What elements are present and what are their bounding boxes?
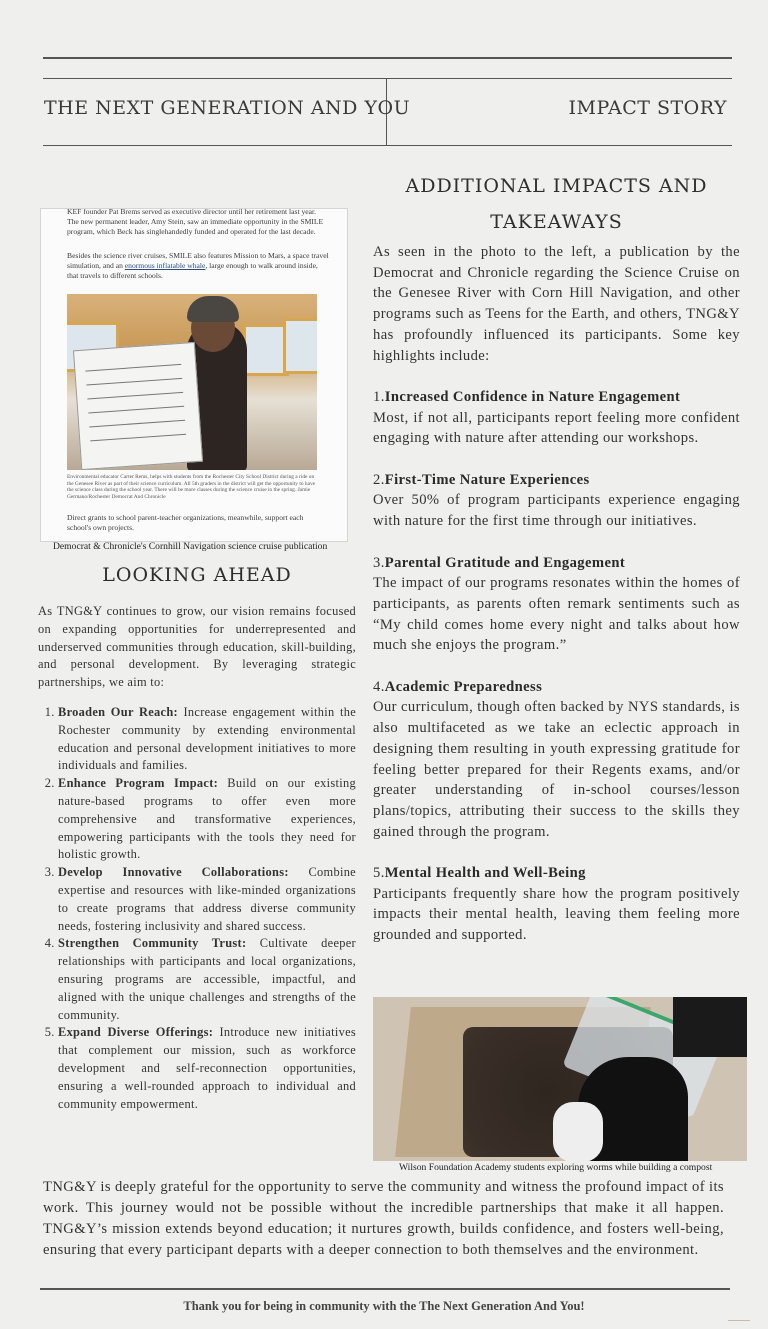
impact-heading: 5.Mental Health and Well-Being	[373, 865, 586, 882]
looking-ahead-title: LOOKING AHEAD	[102, 564, 292, 586]
clipping-link[interactable]: enormous inflatable whale	[124, 261, 206, 271]
footer-rule	[40, 1288, 730, 1290]
clipping-paragraph: Direct grants to school parent-teacher organizations, meanwhile, support each school's own projects.	[67, 513, 304, 533]
impact-text: Most, if not all, participants report feeling more confident engaging with nature after attending our workshops.	[373, 409, 740, 447]
clipping-photo-caption: Environmental educator Carter Rems, helps with students from the Rochester City School District during a ride on the Genesee River as part of their science curriculum. All 5th graders in the district will get the opportunity to have the science class during the school year. There will be more classes during the science cruise in the spring. Jamie Germano/Rochester Democrat And Chronicle	[67, 474, 316, 500]
header-bottom-rule	[43, 145, 732, 146]
header-top-rule	[43, 78, 732, 79]
impact-heading: 4.Academic Preparedness	[373, 678, 543, 695]
list-item: 3. Develop Innovative Collaborations: Combine expertise and resources with like-minded organizations to create programs that address diverse community needs, fostering inclusivity and shared success.	[58, 864, 356, 935]
list-item: 5. Expand Diverse Offerings: Introduce new initiatives that complement our mission, such as workforce development and self-reconnection opportunities, ensuring a well-rounded approach to individual and community empowerment.	[58, 1024, 356, 1113]
looking-ahead-body	[38, 603, 356, 1113]
sneaker	[553, 1102, 603, 1161]
list-item: 4. Strengthen Community Trust: Cultivate deeper relationships with participants and local organizations, ensuring programs are accessible, impactful, and aligned with the unique challenges and strengths of the community.	[58, 935, 356, 1024]
looking-ahead-intro: As TNG&Y continues to grow, our vision remains focused on expanding opportunities for underrepresented and underserved communities through education, skill-building, and personal development. By leveraging strategic partnerships, we aim to:	[38, 604, 356, 690]
shadow	[673, 997, 747, 1057]
impact-heading: 1.Increased Confidence in Nature Engagement	[373, 388, 681, 405]
beanie	[187, 296, 239, 322]
impacts-intro: As seen in the photo to the left, a publication by the Democrat and Chronicle regarding the Science Cruise on the Genesee River with Corn Hill Navigation, and other programs such as Teens for the Earth, and others, TNG&Y has profoundly influenced its participants. Some key highlights include:	[373, 244, 740, 364]
closing-paragraph: TNG&Y is deeply grateful for the opportunity to serve the community and witness the profound impact of its work. This journey would not be possible without the incredible partnerships that make it all happen. TNG&Y’s mission extends beyond education; it nurtures growth, builds confidence, and fosters well-being, ensuring that every participant departs with a deeper connection to both themselves and the environment.	[43, 1179, 725, 1258]
impact-heading: 3.Parental Gratitude and Engagement	[373, 554, 626, 571]
clipping-paragraph: Besides the science river cruises, SMILE also features Mission to Mars, a space travel simulation, and an enormous inflatable whale, large enough to walk around inside, that travels to different schools.	[67, 251, 329, 281]
top-rule	[43, 57, 732, 59]
impact-heading: 2.First-Time Nature Experiences	[373, 471, 590, 488]
logo-mark	[728, 1310, 750, 1321]
org-title: THE NEXT GENERATION AND YOU	[44, 97, 411, 119]
page-title: IMPACT STORY	[568, 97, 727, 119]
compost-photo	[373, 997, 747, 1161]
newspaper-clipping	[40, 208, 348, 542]
goals-list	[38, 704, 356, 1113]
additional-impacts-body	[373, 242, 740, 946]
additional-impacts-title: ADDITIONAL IMPACTS AND TAKEAWAYS	[405, 175, 708, 233]
clipping-paragraph: KEF founder Pat Brems served as executive director until her retirement last year. The new permanent leader, Amy Stein, saw an immediate opportunity in the SMILE program, which Beck has singlehandedly funded and operated for the last decade.	[67, 208, 324, 237]
boat-window	[283, 318, 317, 374]
science-cruise-photo	[67, 294, 317, 470]
thank-you-note: Thank you for being in community with the The Next Generation And You!	[183, 1299, 585, 1313]
impact-text: The impact of our programs resonates within the homes of participants, as parents often remark sentiments such as “My child comes home every night and talks about how much she enjoys the program.”	[373, 575, 740, 654]
clipping-caption: Democrat & Chronicle's Cornhill Navigation science cruise publication	[53, 541, 328, 552]
impact-text: Over 50% of program participants experience engaging with nature for the first time through our initiatives.	[373, 492, 740, 530]
impact-text: Participants frequently share how the program positively impacts their mental health, leaving them feeling more grounded and supported.	[373, 885, 740, 944]
handout-sheet	[73, 342, 203, 470]
impact-text: Our curriculum, though often backed by NYS standards, is also multifaceted as we take an eclectic approach in designing them resulting in youth expressing gratitude for feeling better prepared for their Regents exams, and/or greater understanding of in-school courses/lesson plans/topics, attributing their success to the skills they gained through the program.	[373, 699, 740, 840]
list-item: 1. Broaden Our Reach: Increase engagement within the Rochester community by extending environmental education and personal development initiatives to more individuals and families.	[58, 704, 356, 775]
list-item: 2. Enhance Program Impact: Build on our existing nature-based programs to offer even more comprehensive and transformative experiences, empowering participants with the tools they need for holistic growth.	[58, 775, 356, 864]
compost-caption: Wilson Foundation Academy students exploring worms while building a compost	[399, 1162, 713, 1173]
